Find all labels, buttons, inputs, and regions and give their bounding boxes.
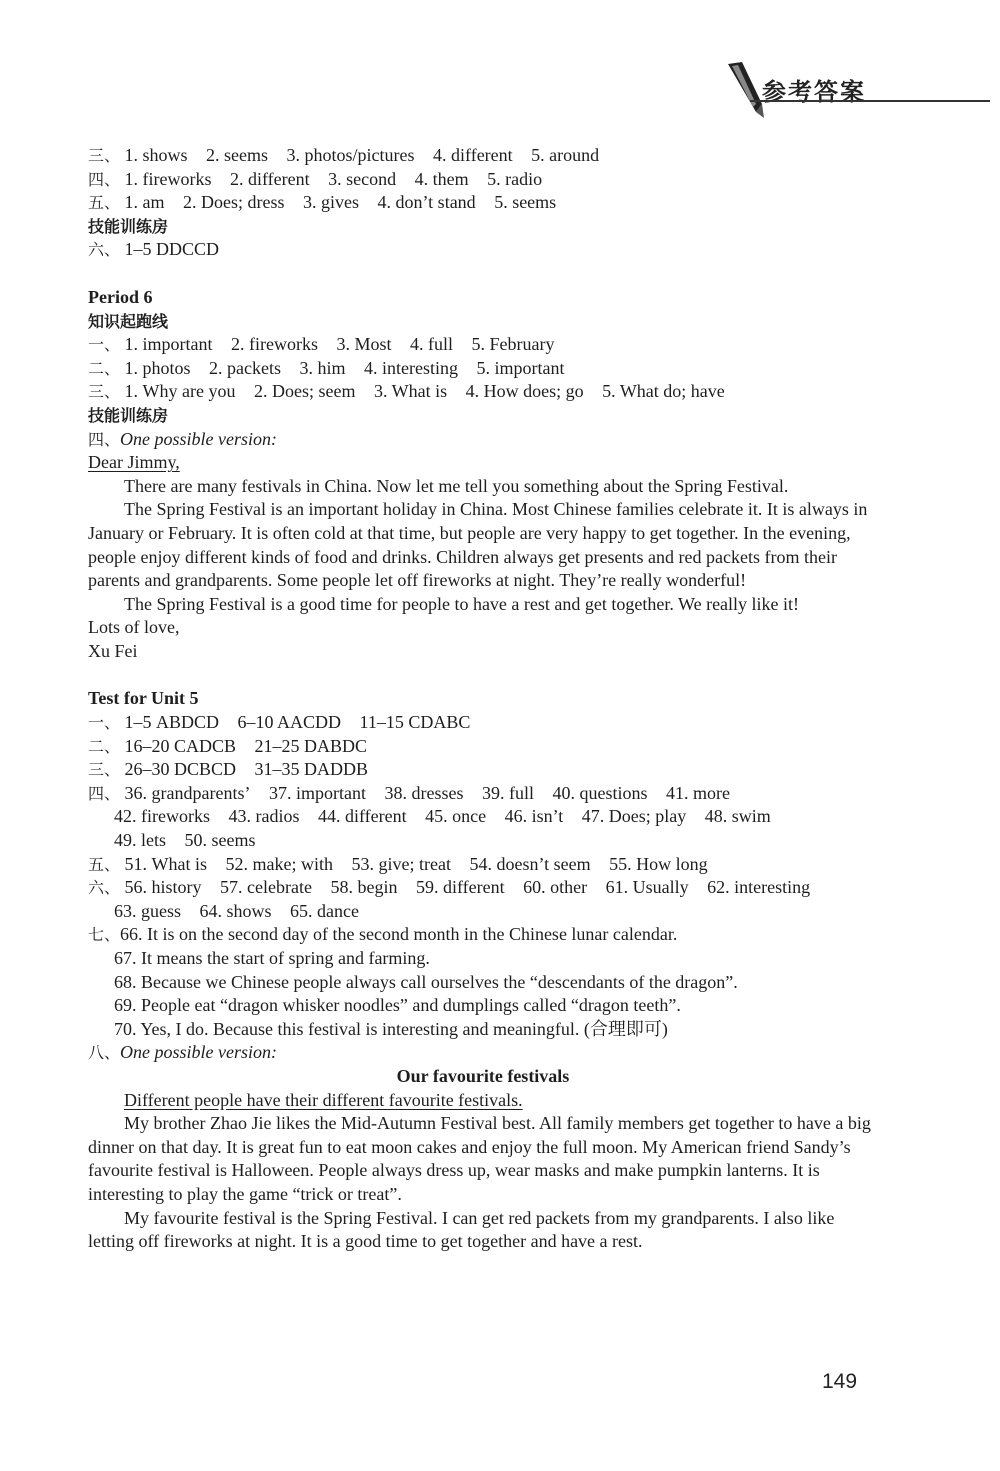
answer-row (88, 191, 878, 215)
letter-paragraph: The Spring Festival is a good time for people to have a rest and get together. We really like it! (124, 593, 800, 614)
row-prefix: 六、 (88, 240, 121, 260)
answer-item: 46. isn’t (504, 806, 564, 827)
answer-item: 4. full (410, 334, 454, 355)
row-prefix: 四、 (88, 169, 121, 189)
row-prefix: 七、 (88, 925, 121, 945)
answer-item: 63. guess (114, 900, 181, 921)
answer-item: 59. different (415, 877, 505, 898)
letter-greeting: Dear Jimmy, (88, 452, 180, 473)
letter-paragraph: The Spring Festival is an important holiday in China. Most Chinese families celebrate it. It is always in January or February. It is often cold at that time, but people are very happy to get together. In the evening, people enjoy different kinds of food and drinks. Children always get presents and red packets from their parents and grandparents. Some people let off fireworks at night. They’re really wonderful! (88, 499, 868, 591)
answer-item: 31–35 DADDB (254, 759, 369, 780)
answer-item: 2. Does; seem (253, 381, 356, 402)
answer-item: 3. him (299, 357, 346, 378)
test-unit5-section (88, 687, 878, 1253)
answer-row (88, 380, 878, 404)
answer-item: 1. Why are you (124, 381, 236, 402)
essay-title: Our favourite festivals (396, 1065, 570, 1086)
writing-intro: One possible version: (120, 428, 277, 449)
answer-row (88, 735, 878, 759)
essay-paragraph: My favourite festival is the Spring Festival. I can get red packets from my grandparents. I also like letting off fireworks at night. It is a good time to get together and have a rest. (88, 1207, 835, 1252)
answer-item: 65. dance (290, 900, 359, 921)
q7-row: 67. It means the start of spring and farming. (114, 948, 430, 968)
row-prefix: 一、 (88, 713, 121, 733)
answer-item: 1. am (124, 192, 165, 213)
answer-item: 44. different (317, 806, 407, 827)
answer-item: 2. packets (209, 357, 282, 378)
q7-row (88, 923, 878, 947)
answer-content (88, 144, 878, 1254)
answer-row (88, 829, 878, 853)
section-a (88, 144, 878, 262)
answer-item: 2. Does; dress (183, 192, 285, 213)
answer-item: 21–25 DABDC (254, 735, 368, 756)
answer-item: 1. photos (124, 357, 191, 378)
answer-item: 2. different (230, 168, 310, 189)
answer-item: 3. Most (336, 334, 392, 355)
row-prefix: 八、 (88, 1043, 121, 1063)
row-prefix: 二、 (88, 358, 121, 378)
period-title: Period 6 (88, 286, 153, 307)
row-prefix: 四、 (88, 429, 121, 449)
answer-row (88, 876, 878, 900)
answer-item: 62. interesting (707, 877, 811, 898)
answer-item: 1–5 DDCCD (124, 239, 220, 260)
row-prefix: 三、 (88, 382, 121, 402)
answer-item: 53. give; treat (351, 853, 451, 874)
answer-row (88, 711, 878, 735)
row-prefix: 五、 (88, 193, 121, 213)
answer-row (88, 333, 878, 357)
q7-row: 68. Because we Chinese people always call ourselves the “descendants of the dragon”. (114, 971, 738, 992)
answer-item: 3. gives (303, 192, 360, 213)
q7-row: 70. Yes, I do. Because this festival is interesting and meaningful. (合理即可) (114, 1018, 668, 1039)
answer-item: 52. make; with (225, 853, 333, 874)
answer-item: 57. celebrate (220, 877, 312, 898)
writing-intro-row (88, 1041, 878, 1065)
answer-item: 38. dresses (384, 782, 464, 803)
row-prefix: 三、 (88, 146, 121, 165)
answer-item: 50. seems (184, 830, 256, 851)
answer-item: 43. radios (228, 806, 300, 827)
answer-item: 64. shows (199, 900, 272, 921)
answer-item: 16–20 CADCB (124, 735, 237, 756)
answer-row (88, 238, 878, 262)
answer-item: 49. lets (114, 830, 166, 851)
answer-item: 56. history (124, 877, 202, 898)
answer-item: 11–15 CDABC (359, 712, 471, 733)
row-prefix: 四、 (88, 783, 121, 803)
answer-row (88, 782, 878, 806)
answer-item: 48. swim (704, 806, 771, 827)
answer-item: 61. Usually (605, 877, 689, 898)
answer-item: 1. shows (124, 145, 188, 165)
answer-item: 36. grandparents’ (124, 782, 251, 803)
section-heading: 技能训练房 (88, 405, 169, 425)
answer-row (88, 805, 878, 829)
answer-row (88, 357, 878, 381)
page-number: 149 (822, 1370, 858, 1393)
row-prefix: 三、 (88, 760, 121, 780)
answer-item: 6–10 AACDD (237, 712, 342, 733)
section-heading: 技能训练房 (88, 216, 169, 236)
answer-item: 4. How does; go (465, 381, 584, 402)
q7-row: 69. People eat “dragon whisker noodles” and dumplings called “dragon teeth”. (114, 995, 681, 1016)
answer-item: 41. more (666, 782, 730, 803)
answer-item: 1. important (124, 334, 213, 355)
answer-item: 4. interesting (364, 357, 459, 378)
answer-item: 51. What is (124, 853, 208, 874)
answer-item: 60. other (523, 877, 588, 898)
answer-item: 58. begin (330, 877, 398, 898)
letter-closing: Lots of love, (88, 617, 180, 638)
row-prefix: 五、 (88, 854, 121, 874)
answer-row (88, 900, 878, 924)
answer-item: 5. What do; have (602, 381, 725, 402)
answer-item: 42. fireworks (114, 806, 210, 827)
answer-item: 40. questions (552, 782, 648, 803)
section-heading: 知识起跑线 (88, 311, 169, 331)
answer-row (88, 144, 878, 168)
essay-paragraph: My brother Zhao Jie likes the Mid-Autumn Festival best. All family members get together to have a big dinner on that day. It is great fun to eat moon cakes and enjoy the full moon. My American friend Sandy’s favourite festival is Halloween. People always dress up, wear masks and make pumpkin lanterns. It is interesting to play the game “trick or treat”. (88, 1113, 871, 1204)
header-rule (750, 100, 990, 102)
writing-intro-row (88, 428, 878, 452)
answer-item: 66. It is on the second day of the second month in the Chinese lunar calendar. (120, 924, 678, 945)
answer-item: 45. once (425, 806, 487, 827)
period6-section (88, 286, 878, 664)
answer-item: 55. How long (609, 853, 708, 874)
answer-item: 26–30 DCBCD (124, 759, 237, 780)
essay-topic: Different people have their different favourite festivals. (124, 1089, 523, 1110)
answer-item: 47. Does; play (581, 806, 687, 827)
test-title: Test for Unit 5 (88, 688, 199, 709)
row-prefix: 一、 (88, 335, 121, 355)
answer-item: 1–5 ABDCD (124, 712, 220, 733)
answer-row (88, 758, 878, 782)
answer-item: 54. doesn’t seem (469, 853, 591, 874)
answer-item: 37. important (268, 782, 366, 803)
header-title: 参考答案 (762, 78, 866, 106)
answer-item: 5. seems (494, 192, 557, 213)
letter-signature: Xu Fei (88, 640, 138, 661)
answer-item: 3. second (328, 168, 397, 189)
answer-row (88, 853, 878, 877)
answer-item: 3. photos/pictures (286, 145, 415, 165)
answer-item: 1. fireworks (124, 168, 212, 189)
letter-paragraph: There are many festivals in China. Now let me tell you something about the Spring Festival. (124, 475, 789, 496)
answer-item: 39. full (481, 782, 534, 803)
answer-item: 4. different (433, 145, 513, 165)
writing-intro: One possible version: (120, 1042, 277, 1063)
answer-item: 4. don’t stand (377, 192, 476, 213)
row-prefix: 六、 (88, 878, 121, 898)
row-prefix: 二、 (88, 736, 121, 756)
answer-item: 2. fireworks (231, 334, 318, 355)
answer-item: 5. around (531, 145, 600, 165)
answer-item: 4. them (414, 168, 469, 189)
answer-item: 5. February (471, 334, 555, 355)
answer-item: 5. important (476, 357, 565, 378)
answer-item: 5. radio (487, 168, 543, 189)
answer-item: 2. seems (206, 145, 269, 165)
answer-row (88, 168, 878, 192)
answer-item: 3. What is (373, 381, 448, 402)
